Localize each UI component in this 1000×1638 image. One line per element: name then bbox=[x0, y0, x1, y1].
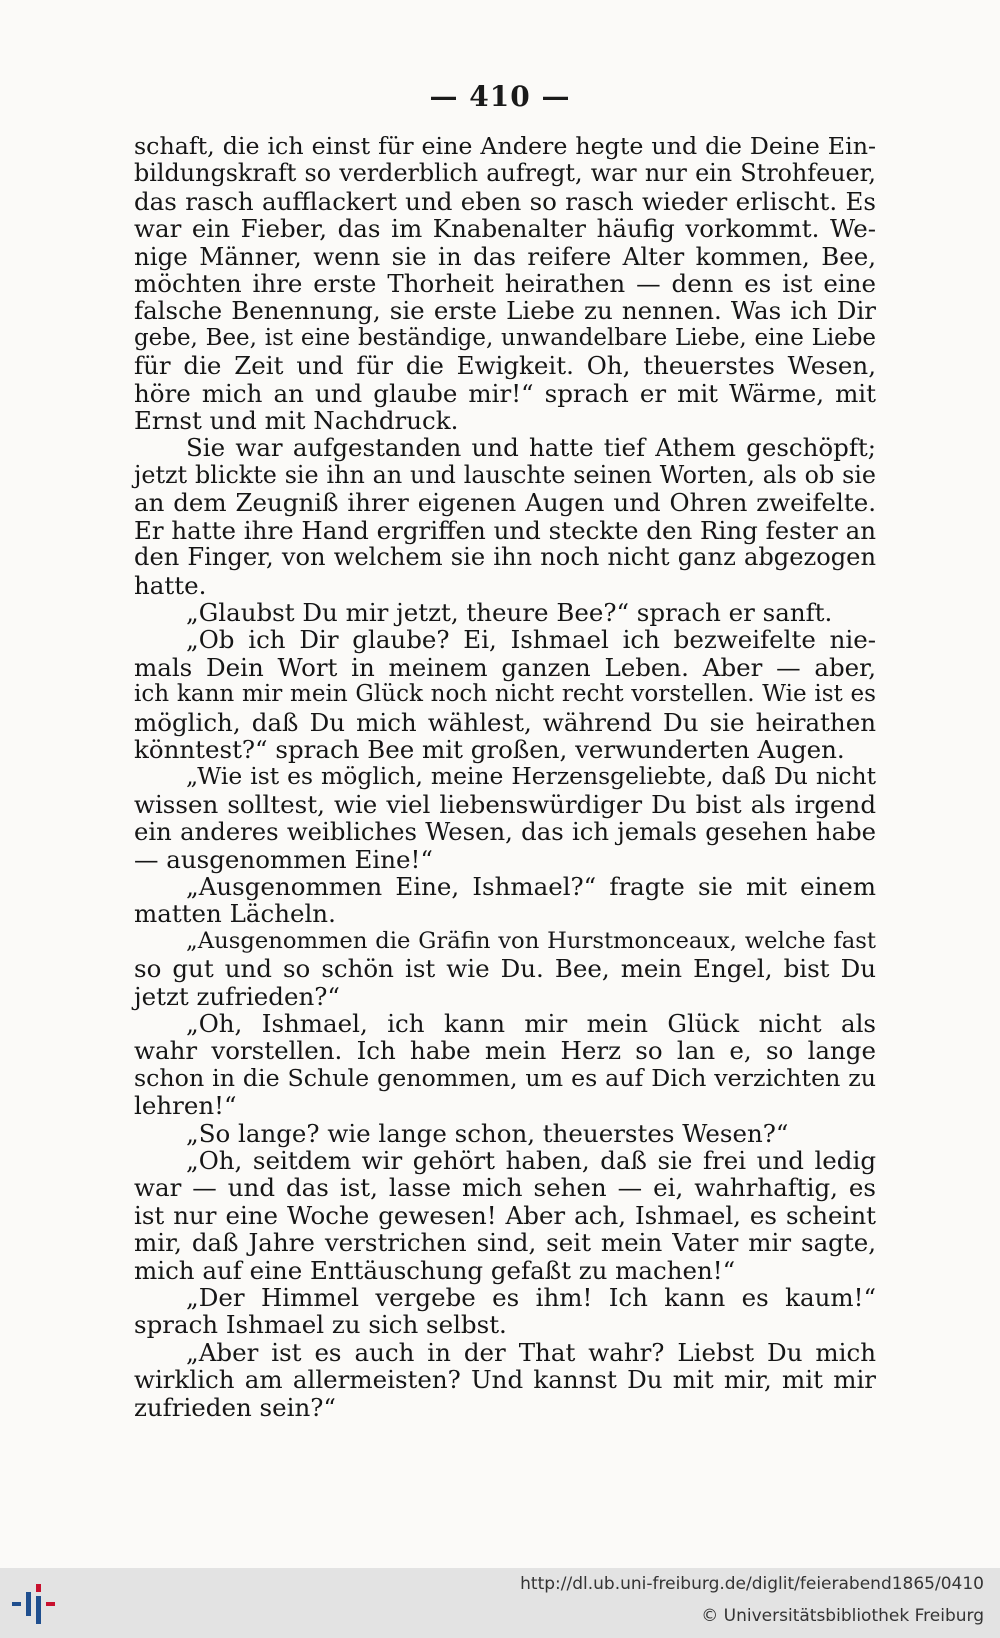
viewer-footer bbox=[0, 1568, 1000, 1638]
text-line: nige Männer, wenn sie in das reifere Alter kommen, Bee, bbox=[134, 241, 876, 271]
text-line: sprach Ishmael zu sich selbst. bbox=[134, 1310, 507, 1340]
text-line: „Ausgenommen Eine, Ishmael?“ fragte sie mit einem bbox=[186, 871, 876, 901]
page-number: — 410 — bbox=[429, 80, 571, 113]
library-logo-icon bbox=[12, 1582, 62, 1626]
text-line: „Wie ist es möglich, meine Herzensgeliebte, daß Du nicht bbox=[186, 762, 876, 791]
text-line: „Oh, Ishmael, ich kann mir mein Glück nicht als bbox=[186, 1009, 876, 1038]
text-line: jetzt blickte sie ihn an und lauschte seinen Worten, als ob sie bbox=[134, 460, 876, 489]
text-line: schon in die Schule genommen, um es auf Dich verzichten zu bbox=[134, 1063, 876, 1092]
text-line: den Finger, von welchem sie ihn noch nicht ganz abgezogen bbox=[134, 543, 876, 572]
text-line: matten Lächeln. bbox=[134, 899, 336, 929]
text-line: bildungskraft so verderblich aufregt, war nur ein Strohfeuer, bbox=[134, 159, 876, 188]
text-line: war ein Fieber, das im Knabenalter häufig vorkommt. We- bbox=[134, 214, 876, 244]
text-line: „Glaubst Du mir jetzt, theure Bee?“ sprach er sanft. bbox=[186, 597, 833, 627]
text-line: jetzt zufrieden?“ bbox=[134, 981, 340, 1011]
text-line: das rasch aufflackert und eben so rasch wieder erlischt. Es bbox=[134, 186, 876, 216]
text-line: möchten ihre erste Thorheit heirathen — denn es ist eine bbox=[134, 269, 876, 299]
text-line: wahr vorstellen. Ich habe mein Herz so lan e, so lange bbox=[134, 1036, 876, 1066]
text-line: ist nur eine Woche gewesen! Aber ach, Ishmael, es scheint bbox=[134, 1200, 876, 1230]
text-line: so gut und so schön ist wie Du. Bee, mein Engel, bist Du bbox=[134, 954, 876, 984]
text-line: könntest?“ sprach Bee mit großen, verwunderten Augen. bbox=[134, 734, 845, 764]
text-line: Sie war aufgestanden und hatte tief Athem geschöpft; bbox=[186, 433, 876, 463]
paragraph bbox=[134, 434, 876, 598]
source-url-link[interactable]: http://dl.ub.uni-freiburg.de/diglit/feierabend1865/0410 bbox=[520, 1574, 984, 1594]
text-line: — ausgenommen Eine!“ bbox=[134, 844, 433, 874]
text-line: mich auf eine Enttäuschung gefaßt zu machen!“ bbox=[134, 1255, 736, 1285]
text-line: Er hatte ihre Hand ergriffen und steckte den Ring fester an bbox=[134, 515, 876, 545]
paragraph bbox=[134, 1339, 876, 1421]
text-line: ein anderes weibliches Wesen, das ich jemals gesehen habe bbox=[134, 817, 876, 847]
text-line: hatte. bbox=[134, 570, 207, 600]
paragraph bbox=[134, 599, 876, 626]
paragraph bbox=[134, 928, 876, 1010]
text-line: wirklich am allermeisten? Und kannst Du mit mir, mit mir bbox=[134, 1365, 876, 1395]
text-line: an dem Zeugniß ihrer eigenen Augen und Ohren zweifelte. bbox=[134, 488, 876, 518]
paragraph bbox=[134, 1120, 876, 1147]
text-line: Ernst und mit Nachdruck. bbox=[134, 406, 459, 436]
text-line: möglich, daß Du mich wählest, während Du sie heirathen bbox=[134, 707, 876, 737]
text-line: ich kann mir mein Glück noch nicht recht vorstellen. Wie ist es bbox=[134, 681, 876, 708]
copyright-notice: © Universitätsbibliothek Freiburg bbox=[701, 1606, 984, 1626]
text-line: lehren!“ bbox=[134, 1091, 237, 1121]
text-line: höre mich an und glaube mir!“ sprach er mit Wärme, mit bbox=[134, 378, 876, 408]
body-text bbox=[134, 133, 876, 1421]
text-line: war — und das ist, lasse mich sehen — ei, wahrhaftig, es bbox=[134, 1173, 876, 1203]
text-line: „So lange? wie lange schon, theuerstes Wesen?“ bbox=[186, 1118, 789, 1148]
paragraph bbox=[134, 1010, 876, 1120]
text-line: „Ausgenommen die Gräfin von Hurstmonceaux, welche fast bbox=[186, 927, 876, 954]
text-line: falsche Benennung, sie erste Liebe zu nennen. Was ich Dir bbox=[134, 296, 876, 326]
text-line: zufrieden sein?“ bbox=[134, 1392, 336, 1422]
text-line: „Oh, seitdem wir gehört haben, daß sie frei und ledig bbox=[186, 1146, 876, 1176]
paragraph bbox=[134, 1284, 876, 1339]
text-line: „Ob ich Dir glaube? Ei, Ishmael ich bezweifelte nie- bbox=[186, 625, 876, 655]
paragraph bbox=[134, 133, 876, 434]
paragraph bbox=[134, 873, 876, 928]
text-line: wissen solltest, wie viel liebenswürdiger Du bist als irgend bbox=[134, 789, 876, 819]
paragraph bbox=[134, 626, 876, 763]
text-line: für die Zeit und für die Ewigkeit. Oh, theuerstes Wesen, bbox=[134, 351, 876, 381]
text-line: mir, daß Jahre verstrichen sind, seit mein Vater mir sagte, bbox=[134, 1228, 876, 1258]
text-line: „Der Himmel vergebe es ihm! Ich kann es kaum!“ bbox=[186, 1283, 876, 1313]
text-line: mals Dein Wort in meinem ganzen Leben. Aber — aber, bbox=[134, 652, 876, 682]
text-line: „Aber ist es auch in der That wahr? Liebst Du mich bbox=[186, 1337, 876, 1367]
text-line: schaft, die ich einst für eine Andere hegte und die Deine Ein- bbox=[134, 132, 876, 160]
paragraph bbox=[134, 1147, 876, 1284]
text-line: gebe, Bee, ist eine beständige, unwandelbare Liebe, eine Liebe bbox=[134, 324, 876, 351]
paragraph bbox=[134, 763, 876, 873]
